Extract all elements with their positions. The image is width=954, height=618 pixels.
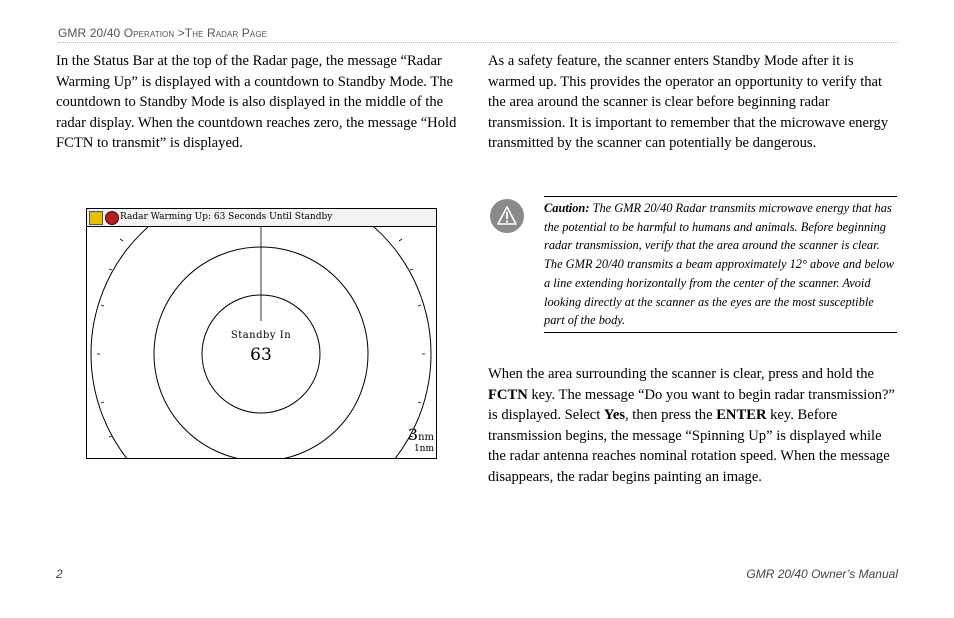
header-section: Operation	[123, 26, 175, 40]
caution-label: Caution:	[544, 201, 590, 215]
warning-icon	[89, 211, 103, 225]
right-column-top	[488, 51, 900, 154]
text-run: key. Before transmission begins, the message “Spinning Up” is displayed while the radar antenna reaches nominal rotation speed. When the message disappears, the radar begins painting an image.	[488, 407, 890, 485]
range-value: 3	[407, 425, 419, 444]
radar-screen-figure	[86, 208, 437, 459]
exclamation-icon	[490, 199, 524, 233]
status-bar-description: In the Status Bar at the top of the Radar page, the message “Radar Warming Up” is displayed with a countdown to Standby Mode. The countdown to Standby Mode is also displayed in the middle of the radar display. When the countdown reaches zero, the message “Hold FCTN to transmit” is displayed.	[56, 53, 457, 152]
begin-transmission-paragraph	[488, 364, 900, 488]
running-header	[58, 26, 898, 43]
left-column	[56, 51, 466, 154]
standby-countdown: 63	[250, 345, 272, 365]
key-fctn: FCTN	[488, 386, 528, 403]
page-number: 2	[56, 567, 63, 581]
key-enter: ENTER	[716, 407, 767, 424]
caution-note	[544, 196, 897, 333]
header-separator: >	[177, 26, 185, 40]
standby-label: Standby In	[230, 330, 292, 341]
range-indicator	[408, 425, 434, 444]
text-run: key. The message “Do you want to begin radar transmission?” is displayed. Select	[488, 386, 895, 424]
range-unit: nm	[418, 432, 434, 443]
header-product: GMR 20/40	[58, 26, 121, 40]
safety-feature-paragraph: As a safety feature, the scanner enters Standby Mode after it is warmed up. This provides the operator an opportunity to verify that the area around the scanner is clear before beginning radar transmission. It is important to remember that the microwave energy transmitted by the scanner can potentially be dangerous.	[488, 53, 889, 152]
ring-spacing: 1nm	[413, 444, 434, 454]
manual-title: GMR 20/40 Owner’s Manual	[746, 567, 898, 581]
caution-text: The GMR 20/40 Radar transmits microwave energy that has the potential to be harmful to humans and animals. Before beginning radar transmission, verify that the area around the scanner is clear. The GMR 20/40 transmits a beam approximately 12° above and below a line extending horizontally from the center of the scanner. Avoid looking directly at the scanner as the eyes are the most susceptible part of the body.	[544, 201, 895, 328]
right-column-bottom	[488, 364, 900, 488]
status-message: Radar Warming Up: 63 Seconds Until Standby	[120, 212, 333, 222]
header-page: The Radar Page	[184, 26, 268, 40]
text-run: When the area surrounding the scanner is clear, press and hold the	[488, 366, 875, 382]
radar-status-bar	[87, 209, 436, 227]
radar-status-icon	[105, 211, 119, 225]
key-yes: Yes	[603, 407, 625, 424]
text-run: , then press the	[625, 407, 717, 424]
